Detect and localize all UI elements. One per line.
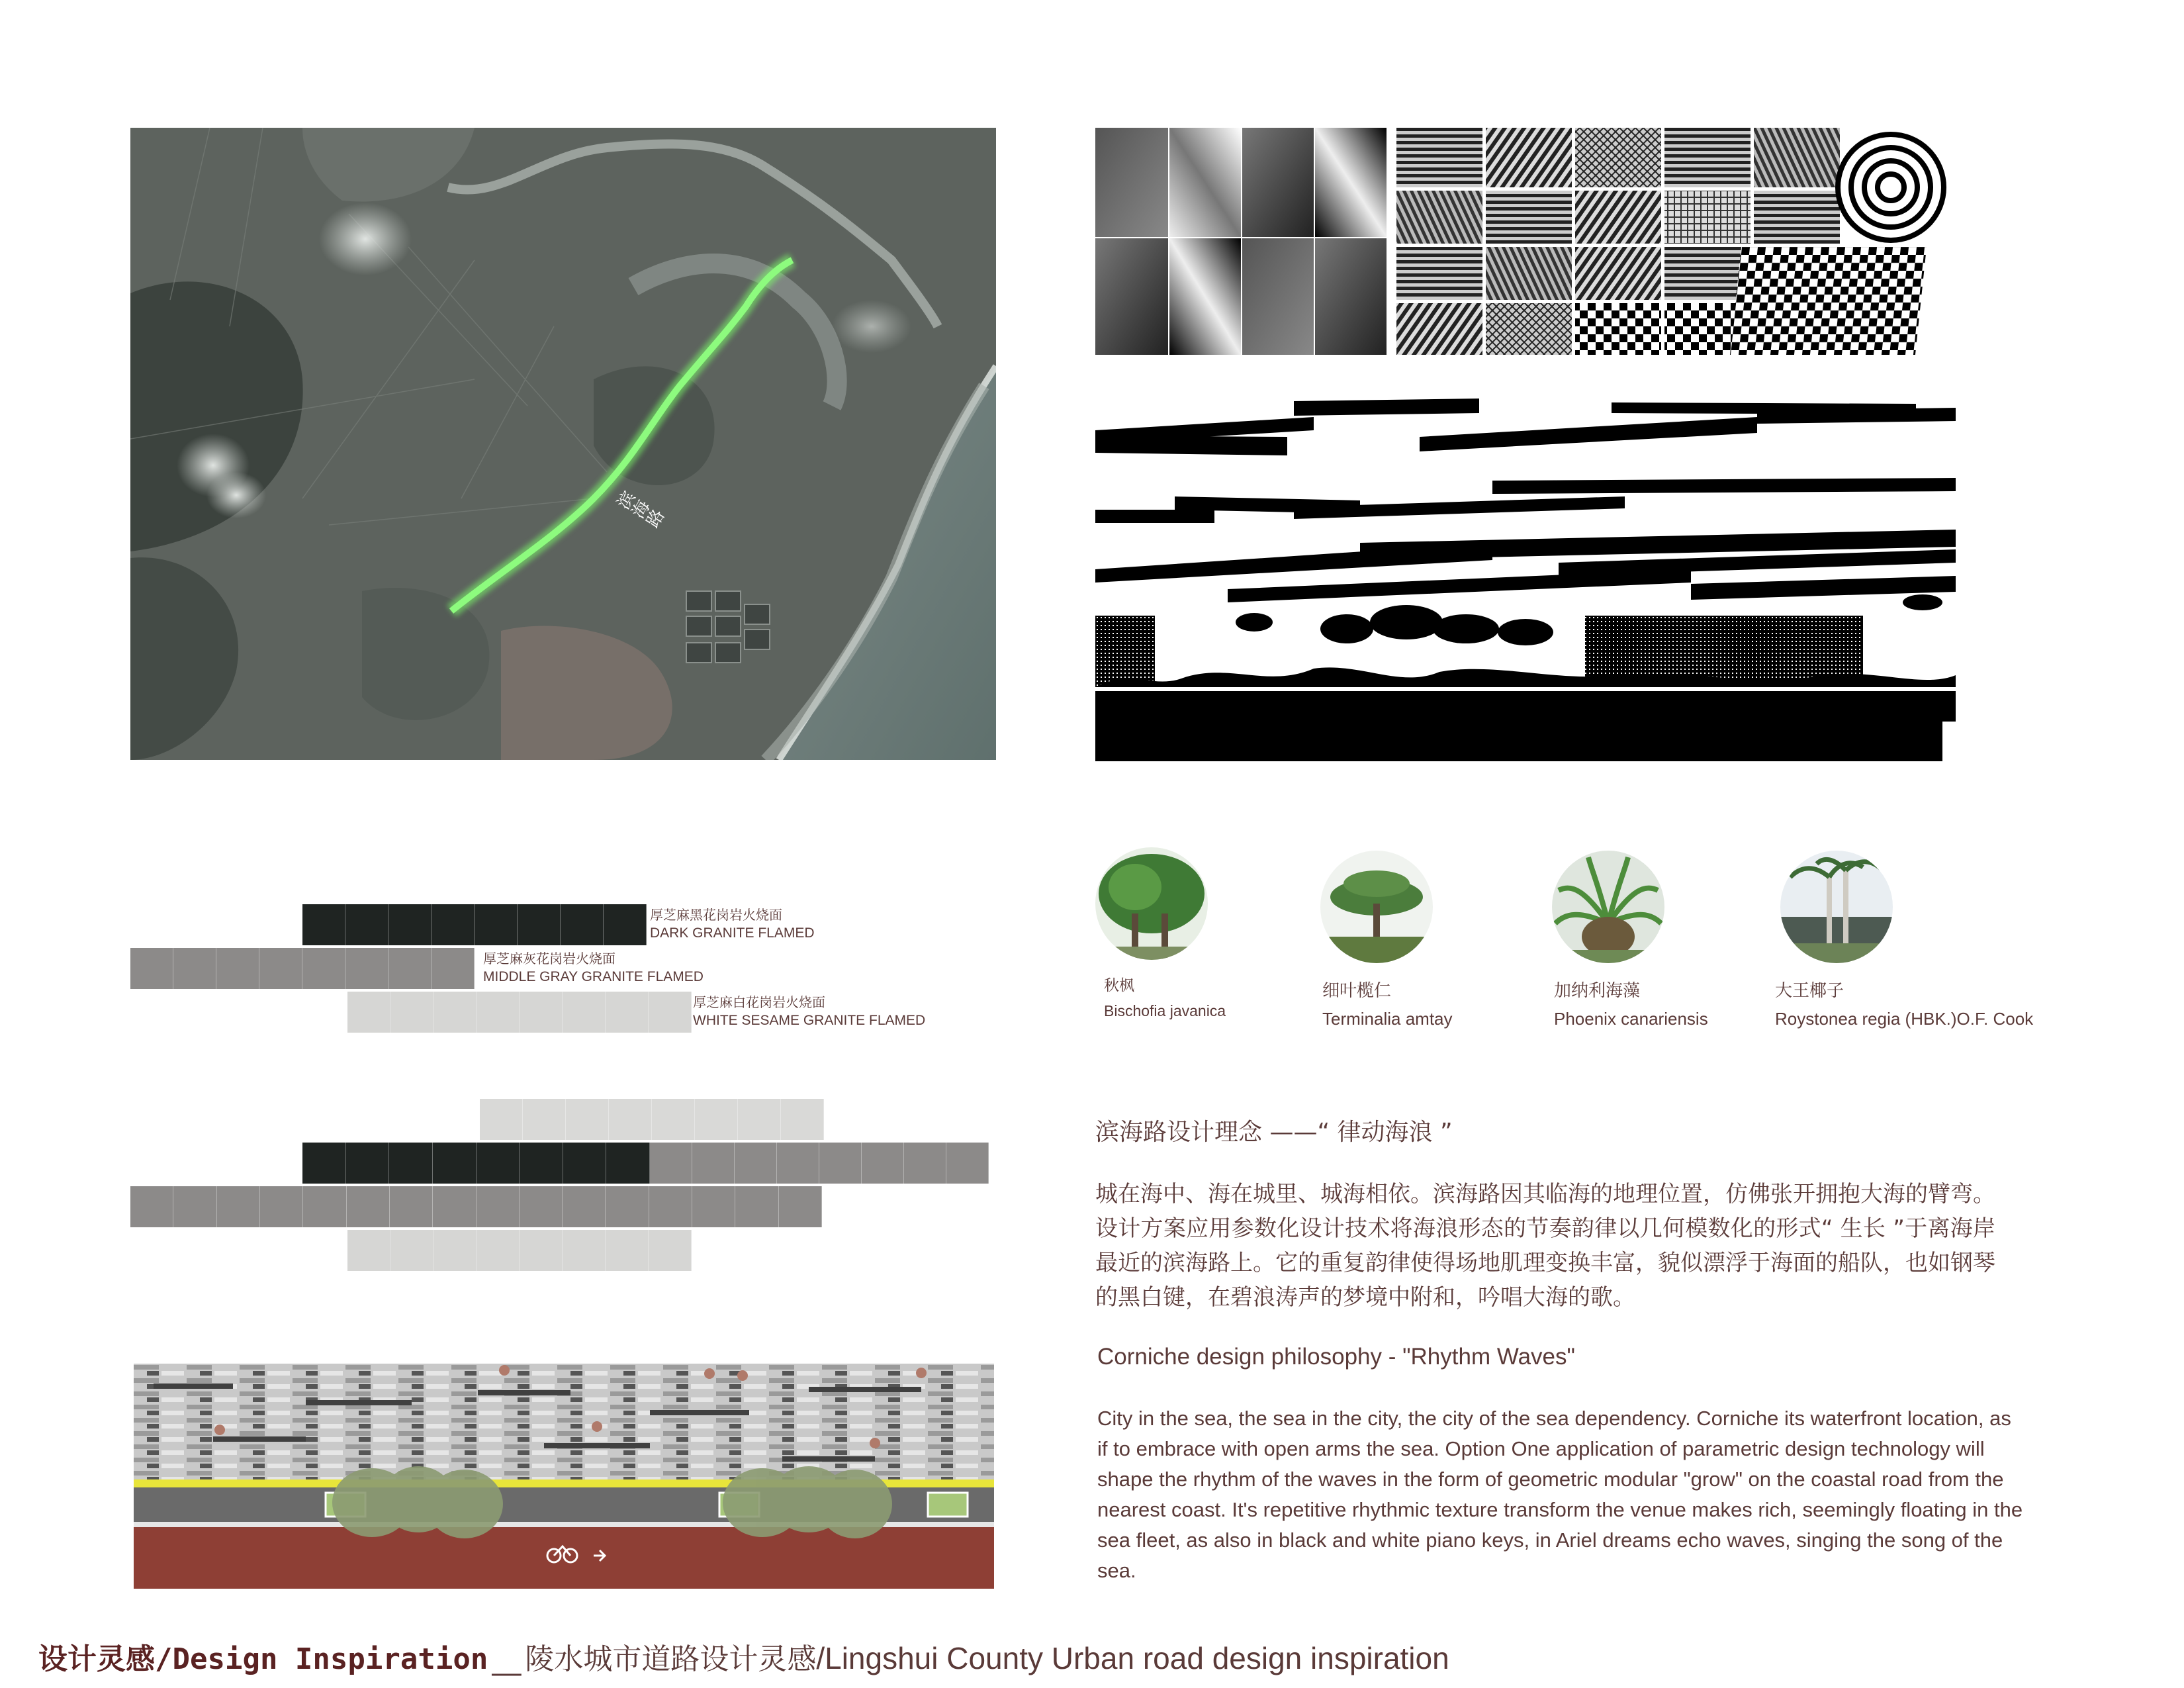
- tree-latin-0: Bischofia javanica: [1104, 1002, 1226, 1019]
- paving-row-dark: [302, 1143, 650, 1184]
- footer-separator: __: [492, 1642, 522, 1676]
- paving-row-gray-mid: [130, 1186, 822, 1227]
- tree-photo-roystonea: [1780, 851, 1893, 963]
- concept-en-title: Corniche design philosophy - "Rhythm Waves": [1097, 1344, 1575, 1370]
- tree-cn-3: 大王椰子: [1775, 981, 1844, 1001]
- tree-photo-bischofia: [1095, 847, 1208, 960]
- tree-latin-2: Phoenix canariensis: [1554, 1009, 1708, 1029]
- tree-bischofia-svg: [1095, 847, 1208, 960]
- paving-row-white-bottom: [347, 1230, 692, 1271]
- tree-cn-0: 秋枫: [1104, 977, 1134, 994]
- tree-photo-terminalia: [1320, 851, 1433, 963]
- tree-cn-2: 加纳利海藻: [1554, 981, 1641, 1001]
- parametric-pattern-swatches: [1095, 128, 1956, 373]
- tree-photo-phoenix: [1552, 851, 1664, 963]
- legend-dark-en: DARK GRANITE FLAMED: [650, 925, 815, 941]
- tree-latin-3: Roystonea regia (HBK.)O.F. Cook: [1775, 1009, 2034, 1029]
- concept-cn-body: 城在海中、海在城里、城海相依。滨海路因其临海的地理位置，仿佛张开拥抱大海的臂弯。设计方案应用参数化设计技术将海浪形态的节奏韵律以几何模数化的形式“ 生长 ”于离海岸最近的滨海路上。它的重复韵律使得场地肌理变换丰富，貌似漂浮于海面的船队，也如钢琴的黑白键，在碧浪涛声的梦境中附和，吟唱大海的歌。: [1095, 1181, 1995, 1311]
- rhythm-waves-graphic: [1095, 377, 1956, 761]
- concept-cn-title: 滨海路设计理念 ——“ 律动海浪 ”: [1095, 1119, 1453, 1146]
- tree-roystonea-svg: [1780, 851, 1893, 963]
- tree-terminalia-svg: [1320, 851, 1433, 963]
- footer-en-subtitle: /Lingshui County Urban road design inspiration: [816, 1641, 1449, 1675]
- footer-cn-subtitle: 陵水城市道路设计灵感: [525, 1642, 817, 1676]
- tree-latin-1: Terminalia amtay: [1322, 1009, 1453, 1029]
- legend-dark-cn: 厚芝麻黑花岗岩火烧面: [649, 904, 784, 923]
- legend-swatch-white-sesame: [347, 992, 692, 1033]
- street-plan-svg: [134, 1364, 994, 1589]
- road-label: 滨海路: [612, 488, 667, 533]
- legend-swatch-dark: [302, 904, 647, 945]
- pattern-swatches-svg: [1095, 128, 1956, 373]
- legend-gray-cn: 厚芝麻灰花岗岩火烧面: [482, 948, 617, 967]
- legend-gray-en: MIDDLE GRAY GRANITE FLAMED: [483, 969, 704, 984]
- footer-cn-title: 设计灵感: [38, 1642, 155, 1676]
- aerial-map-svg: [130, 128, 996, 760]
- tree-phoenix-svg: [1552, 851, 1664, 963]
- footer-en-title: /Design Inspiration: [155, 1642, 488, 1676]
- aerial-map-image: [130, 128, 996, 760]
- concept-en-body: City in the sea, the sea in the city, the city of the sea dependency. Corniche its waterfront location, as if to embrace with open arms the sea. Option One application of parametric design technology will shape the rhythm of the waves in the form of geometric modular "grow" on the coastal road from the nearest coast. It's repetitive rhythmic texture transform the venue makes rich, seemingly floating in the sea fleet, as also in black and white piano keys, in Ariel dreams echo waves, singing the song of the sea.: [1097, 1407, 2023, 1582]
- paving-row-gray-right: [650, 1143, 989, 1184]
- street-plan-render: [134, 1364, 994, 1589]
- legend-white-en: WHITE SESAME GRANITE FLAMED: [693, 1013, 926, 1028]
- tree-cn-1: 细叶榄仁: [1322, 981, 1392, 1001]
- rhythm-graphic-svg: [1095, 377, 1956, 761]
- page-footer-title: [38, 1635, 1449, 1677]
- legend-white-cn: 厚芝麻白花岗岩火烧面: [692, 992, 827, 1011]
- paving-row-white-top: [480, 1099, 824, 1140]
- legend-swatch-middle-gray: [130, 948, 475, 989]
